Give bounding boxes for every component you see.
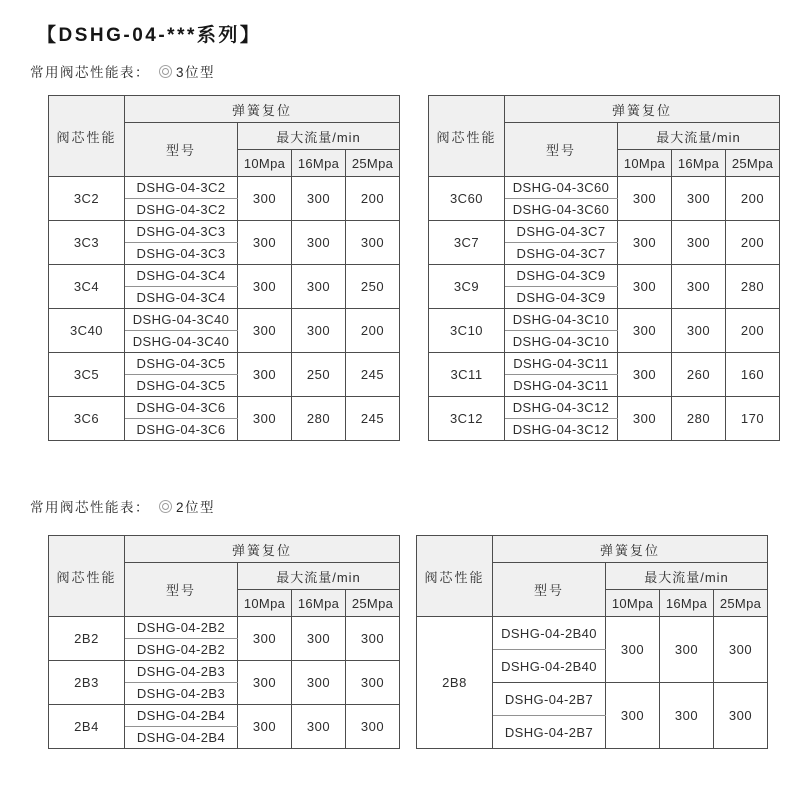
col-header-spring-return: 弹簧复位 bbox=[493, 536, 768, 563]
model-cell: DSHG-04-3C10 bbox=[505, 331, 618, 353]
model-cell: DSHG-04-3C3 bbox=[125, 221, 238, 243]
model-cell: DSHG-04-3C2 bbox=[125, 199, 238, 221]
flow-value-cell: 300 bbox=[238, 397, 292, 441]
flow-value-cell: 300 bbox=[292, 221, 346, 265]
spool-name-cell: 3C4 bbox=[49, 265, 125, 309]
spec-table-3pos-right bbox=[428, 95, 780, 441]
spool-name-cell: 2B3 bbox=[49, 661, 125, 705]
flow-value-cell: 300 bbox=[292, 177, 346, 221]
col-header-16mpa: 16Mpa bbox=[660, 590, 714, 617]
flow-value-cell: 300 bbox=[606, 683, 660, 749]
flow-value-cell: 300 bbox=[660, 617, 714, 683]
flow-value-cell: 300 bbox=[618, 265, 672, 309]
model-cell: DSHG-04-3C3 bbox=[125, 243, 238, 265]
table-row bbox=[49, 265, 400, 287]
flow-value-cell: 280 bbox=[672, 397, 726, 441]
flow-value-cell: 300 bbox=[660, 683, 714, 749]
model-cell: DSHG-04-2B7 bbox=[493, 716, 606, 749]
spool-name-cell: 2B8 bbox=[417, 617, 493, 749]
flow-value-cell: 300 bbox=[618, 309, 672, 353]
flow-value-cell: 245 bbox=[346, 397, 400, 441]
flow-value-cell: 200 bbox=[726, 177, 780, 221]
model-cell: DSHG-04-2B7 bbox=[493, 683, 606, 716]
tables-row-3pos bbox=[48, 95, 780, 441]
flow-value-cell: 300 bbox=[238, 661, 292, 705]
caption-variant: 2位型 bbox=[176, 500, 216, 515]
col-header-max-flow: 最大流量/min bbox=[238, 563, 400, 590]
col-header-10mpa: 10Mpa bbox=[618, 150, 672, 177]
spool-name-cell: 3C5 bbox=[49, 353, 125, 397]
model-cell: DSHG-04-3C5 bbox=[125, 353, 238, 375]
col-header-spring-return: 弹簧复位 bbox=[125, 536, 400, 563]
flow-value-cell: 300 bbox=[292, 265, 346, 309]
col-header-16mpa: 16Mpa bbox=[292, 590, 346, 617]
col-header-spool: 阀芯性能 bbox=[417, 536, 493, 617]
model-cell: DSHG-04-2B3 bbox=[125, 683, 238, 705]
model-cell: DSHG-04-3C7 bbox=[505, 221, 618, 243]
model-cell: DSHG-04-3C4 bbox=[125, 265, 238, 287]
spec-table-2pos-right bbox=[416, 535, 768, 749]
col-header-spool: 阀芯性能 bbox=[49, 536, 125, 617]
spool-name-cell: 2B4 bbox=[49, 705, 125, 749]
caption-variant: 3位型 bbox=[176, 65, 216, 80]
spec-table-3pos-left bbox=[48, 95, 400, 441]
table-row bbox=[429, 221, 780, 243]
flow-value-cell: 300 bbox=[292, 309, 346, 353]
col-header-25mpa: 25Mpa bbox=[346, 150, 400, 177]
model-cell: DSHG-04-3C7 bbox=[505, 243, 618, 265]
table-row bbox=[49, 221, 400, 243]
flow-value-cell: 300 bbox=[238, 353, 292, 397]
flow-value-cell: 300 bbox=[238, 617, 292, 661]
table-row bbox=[49, 177, 400, 199]
spool-name-cell: 3C10 bbox=[429, 309, 505, 353]
model-cell: DSHG-04-3C60 bbox=[505, 199, 618, 221]
flow-value-cell: 300 bbox=[238, 705, 292, 749]
col-header-spool: 阀芯性能 bbox=[429, 96, 505, 177]
col-header-max-flow: 最大流量/min bbox=[606, 563, 768, 590]
table-row bbox=[429, 353, 780, 375]
col-header-model: 型号 bbox=[125, 563, 238, 617]
table-row bbox=[49, 353, 400, 375]
flow-value-cell: 200 bbox=[726, 309, 780, 353]
model-cell: DSHG-04-3C11 bbox=[505, 375, 618, 397]
model-cell: DSHG-04-3C40 bbox=[125, 309, 238, 331]
spool-name-cell: 3C40 bbox=[49, 309, 125, 353]
spec-table-2pos-left bbox=[48, 535, 400, 749]
table-row bbox=[429, 397, 780, 419]
flow-value-cell: 300 bbox=[672, 221, 726, 265]
flow-value-cell: 300 bbox=[618, 221, 672, 265]
col-header-model: 型号 bbox=[505, 123, 618, 177]
flow-value-cell: 300 bbox=[292, 705, 346, 749]
col-header-max-flow: 最大流量/min bbox=[238, 123, 400, 150]
flow-value-cell: 300 bbox=[672, 309, 726, 353]
flow-value-cell: 300 bbox=[618, 397, 672, 441]
flow-value-cell: 245 bbox=[346, 353, 400, 397]
spool-name-cell: 3C7 bbox=[429, 221, 505, 265]
flow-value-cell: 300 bbox=[606, 617, 660, 683]
model-cell: DSHG-04-3C10 bbox=[505, 309, 618, 331]
flow-value-cell: 300 bbox=[238, 309, 292, 353]
flow-value-cell: 300 bbox=[292, 661, 346, 705]
col-header-spool: 阀芯性能 bbox=[49, 96, 125, 177]
col-header-25mpa: 25Mpa bbox=[346, 590, 400, 617]
flow-value-cell: 200 bbox=[726, 221, 780, 265]
spool-name-cell: 3C60 bbox=[429, 177, 505, 221]
flow-value-cell: 300 bbox=[714, 617, 768, 683]
table-row bbox=[49, 617, 400, 639]
spool-name-cell: 3C11 bbox=[429, 353, 505, 397]
table-row bbox=[49, 397, 400, 419]
table-row bbox=[429, 309, 780, 331]
flow-value-cell: 200 bbox=[346, 177, 400, 221]
table-row bbox=[49, 705, 400, 727]
flow-value-cell: 300 bbox=[346, 661, 400, 705]
flow-value-cell: 300 bbox=[618, 353, 672, 397]
model-cell: DSHG-04-3C12 bbox=[505, 397, 618, 419]
flow-value-cell: 250 bbox=[292, 353, 346, 397]
section-caption-3pos bbox=[30, 61, 215, 81]
spool-name-cell: 3C6 bbox=[49, 397, 125, 441]
model-cell: DSHG-04-3C60 bbox=[505, 177, 618, 199]
flow-value-cell: 250 bbox=[346, 265, 400, 309]
flow-value-cell: 200 bbox=[346, 309, 400, 353]
table-row bbox=[429, 265, 780, 287]
col-header-25mpa: 25Mpa bbox=[726, 150, 780, 177]
table-row bbox=[417, 617, 768, 650]
model-cell: DSHG-04-3C6 bbox=[125, 397, 238, 419]
model-cell: DSHG-04-2B40 bbox=[493, 617, 606, 650]
spool-name-cell: 3C3 bbox=[49, 221, 125, 265]
table-row bbox=[429, 177, 780, 199]
model-cell: DSHG-04-3C9 bbox=[505, 287, 618, 309]
model-cell: DSHG-04-3C11 bbox=[505, 353, 618, 375]
tables-row-2pos bbox=[48, 535, 768, 749]
flow-value-cell: 300 bbox=[292, 617, 346, 661]
flow-value-cell: 300 bbox=[714, 683, 768, 749]
flow-value-cell: 300 bbox=[346, 617, 400, 661]
flow-value-cell: 170 bbox=[726, 397, 780, 441]
col-header-25mpa: 25Mpa bbox=[714, 590, 768, 617]
flow-value-cell: 300 bbox=[346, 705, 400, 749]
model-cell: DSHG-04-2B4 bbox=[125, 727, 238, 749]
table-row bbox=[49, 309, 400, 331]
model-cell: DSHG-04-2B3 bbox=[125, 661, 238, 683]
col-header-spring-return: 弹簧复位 bbox=[125, 96, 400, 123]
model-cell: DSHG-04-3C6 bbox=[125, 419, 238, 441]
spool-name-cell: 3C12 bbox=[429, 397, 505, 441]
section-caption-2pos bbox=[30, 496, 215, 516]
flow-value-cell: 300 bbox=[672, 177, 726, 221]
flow-value-cell: 280 bbox=[726, 265, 780, 309]
flow-value-cell: 300 bbox=[672, 265, 726, 309]
model-cell: DSHG-04-3C40 bbox=[125, 331, 238, 353]
flow-value-cell: 160 bbox=[726, 353, 780, 397]
model-cell: DSHG-04-3C12 bbox=[505, 419, 618, 441]
double-circle-radio-icon bbox=[162, 68, 169, 75]
flow-value-cell: 300 bbox=[238, 265, 292, 309]
spool-name-cell: 2B2 bbox=[49, 617, 125, 661]
model-cell: DSHG-04-2B2 bbox=[125, 639, 238, 661]
model-cell: DSHG-04-3C9 bbox=[505, 265, 618, 287]
col-header-model: 型号 bbox=[125, 123, 238, 177]
table-row bbox=[49, 661, 400, 683]
model-cell: DSHG-04-2B2 bbox=[125, 617, 238, 639]
col-header-16mpa: 16Mpa bbox=[672, 150, 726, 177]
caption-label: 常用阀芯性能表： bbox=[30, 65, 150, 80]
flow-value-cell: 300 bbox=[238, 221, 292, 265]
flow-value-cell: 300 bbox=[238, 177, 292, 221]
spool-name-cell: 3C9 bbox=[429, 265, 505, 309]
col-header-10mpa: 10Mpa bbox=[238, 590, 292, 617]
col-header-16mpa: 16Mpa bbox=[292, 150, 346, 177]
col-header-10mpa: 10Mpa bbox=[606, 590, 660, 617]
model-cell: DSHG-04-3C2 bbox=[125, 177, 238, 199]
caption-label: 常用阀芯性能表： bbox=[30, 500, 150, 515]
page-title: 【DSHG-04-***系列】 bbox=[37, 25, 262, 46]
flow-value-cell: 280 bbox=[292, 397, 346, 441]
flow-value-cell: 260 bbox=[672, 353, 726, 397]
col-header-model: 型号 bbox=[493, 563, 606, 617]
col-header-spring-return: 弹簧复位 bbox=[505, 96, 780, 123]
col-header-max-flow: 最大流量/min bbox=[618, 123, 780, 150]
flow-value-cell: 300 bbox=[618, 177, 672, 221]
spool-name-cell: 3C2 bbox=[49, 177, 125, 221]
col-header-10mpa: 10Mpa bbox=[238, 150, 292, 177]
double-circle-radio-icon bbox=[162, 503, 169, 510]
model-cell: DSHG-04-2B40 bbox=[493, 650, 606, 683]
model-cell: DSHG-04-3C5 bbox=[125, 375, 238, 397]
model-cell: DSHG-04-2B4 bbox=[125, 705, 238, 727]
model-cell: DSHG-04-3C4 bbox=[125, 287, 238, 309]
flow-value-cell: 300 bbox=[346, 221, 400, 265]
